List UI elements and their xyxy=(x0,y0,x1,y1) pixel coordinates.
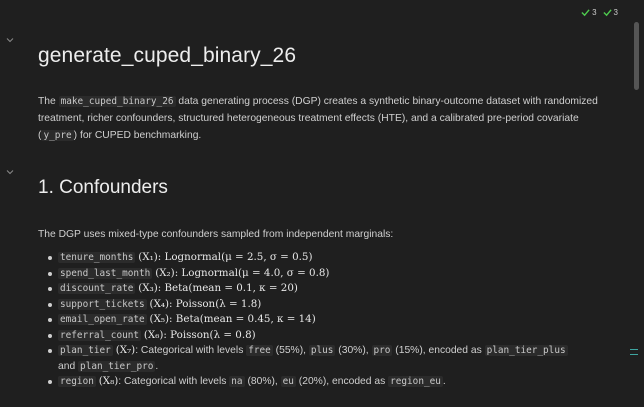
math-var: (X₂) xyxy=(155,266,175,279)
math-var: (X₇) xyxy=(115,344,136,356)
inline-code: na xyxy=(231,376,243,387)
list-item xyxy=(38,281,578,297)
scrollbar-thumb[interactable] xyxy=(634,22,639,90)
list-item xyxy=(38,312,578,328)
item-text: (15%), encoded as xyxy=(392,345,485,356)
inline-code: discount_rate xyxy=(60,283,134,294)
intro-text: ) for CUPED benchmarking. xyxy=(73,130,202,141)
chevron-down-icon[interactable] xyxy=(6,36,14,44)
inline-code: eu xyxy=(282,376,294,387)
passed-count-2: 3 xyxy=(613,7,618,17)
inline-code: make_cuped_binary_26 xyxy=(60,96,174,107)
list-item xyxy=(38,374,578,390)
math-dist: : Poisson(λ = 0.8) xyxy=(163,328,256,341)
math-var: (X₄) xyxy=(149,297,170,310)
passed-badge-2[interactable] xyxy=(603,8,618,17)
intro-text: The xyxy=(38,96,59,107)
math-var: (X₆) xyxy=(143,328,164,341)
item-text: . xyxy=(155,360,159,372)
list-item xyxy=(38,250,578,266)
item-text: (30%), xyxy=(335,345,372,356)
item-text: and xyxy=(58,360,79,372)
inline-code: pro xyxy=(373,345,391,356)
inline-code: plan_tier_pro xyxy=(80,360,154,372)
math-dist: : Poisson(λ = 1.8) xyxy=(169,297,262,310)
item-text: . xyxy=(442,376,446,387)
intro-text: data generating process (DGP) creates a synthetic binary-outcome dataset with randomized treatment, richer confounders, structured heterogeneous treatment effects (HTE), and a calibrated pre-period covariate ( xyxy=(38,96,598,141)
math-var: (X₅) xyxy=(149,313,170,325)
math-dist: : Beta(mean = 0.45, κ = 14) xyxy=(169,313,316,325)
item-text: : Categorical with levels xyxy=(118,376,230,387)
math-dist: : Lognormal(μ = 4.0, σ = 0.8) xyxy=(174,266,330,279)
item-text: (55%), xyxy=(272,345,309,356)
inline-code: free xyxy=(248,345,271,356)
math-dist: : Beta(mean = 0.1, κ = 20) xyxy=(157,282,298,294)
intro-paragraph xyxy=(38,93,604,144)
math-var: (X₁) xyxy=(138,251,158,263)
list-item xyxy=(38,328,578,344)
inline-code: support_tickets xyxy=(60,298,145,310)
overview-ruler-marker xyxy=(630,354,638,355)
check-icon xyxy=(603,8,612,17)
math-var: (X₃) xyxy=(138,282,158,294)
confounder-list xyxy=(38,250,578,390)
inline-code: plan_tier_plus xyxy=(486,345,566,356)
page-title: generate_cuped_binary_26 xyxy=(38,44,297,67)
inline-code: y_pre xyxy=(43,130,72,141)
inline-code: region_eu xyxy=(390,376,441,387)
passed-badge-1[interactable] xyxy=(581,8,596,17)
item-text: : Categorical with levels xyxy=(135,345,247,356)
inline-code: email_open_rate xyxy=(60,314,145,325)
section-lead: The DGP uses mixed-type confounders sampled from independent marginals: xyxy=(38,229,394,240)
inline-code: plus xyxy=(310,345,334,356)
inline-code: tenure_months xyxy=(60,252,134,263)
list-item xyxy=(38,343,578,374)
status-badges xyxy=(581,6,618,18)
list-item xyxy=(38,297,578,313)
inline-code: referral_count xyxy=(60,329,140,341)
section-heading: 1. Confounders xyxy=(38,177,168,198)
math-var: (X₈) xyxy=(98,375,119,387)
inline-code: region xyxy=(60,376,94,387)
list-item xyxy=(38,266,578,282)
math-dist: : Lognormal(μ = 2.5, σ = 0.5) xyxy=(157,251,313,263)
check-icon xyxy=(581,8,590,17)
overview-ruler-marker xyxy=(630,349,638,350)
chevron-down-icon[interactable] xyxy=(6,168,14,176)
inline-code: plan_tier xyxy=(60,345,111,356)
inline-code: spend_last_month xyxy=(60,267,151,279)
item-text: (20%), encoded as xyxy=(295,376,389,387)
item-text: (80%), xyxy=(244,376,281,387)
passed-count-1: 3 xyxy=(592,7,597,17)
